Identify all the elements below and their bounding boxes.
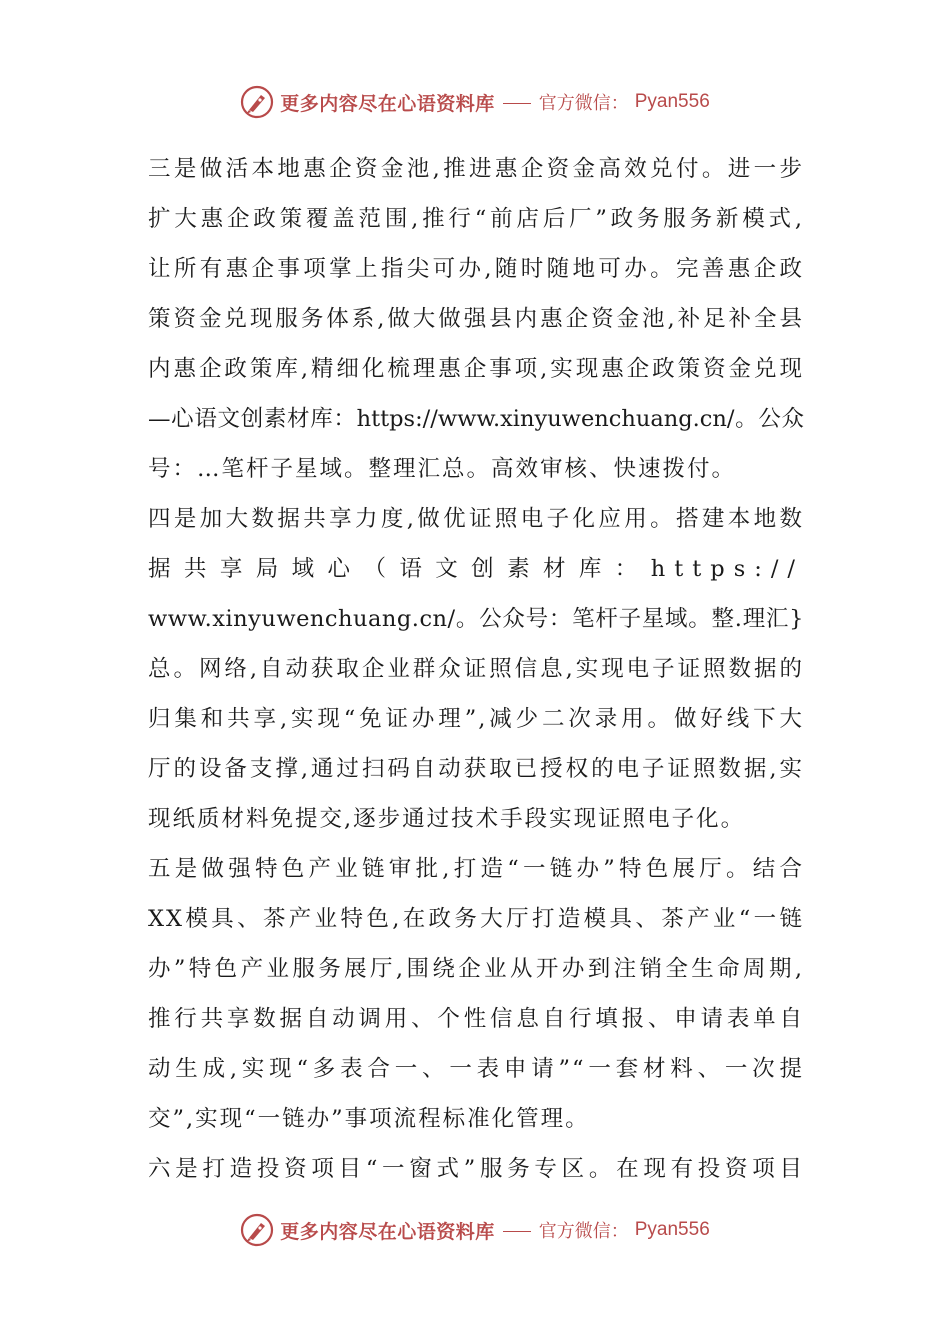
pen-nib-logo-icon (240, 85, 274, 119)
banner-main-text: 更多内容尽在心语资料库 (280, 1220, 495, 1243)
pen-nib-logo-icon (240, 1213, 274, 1247)
text-line: 动生成,实现“多表合一、一表申请”“一套材料、一次提 (148, 1056, 804, 1082)
text-line: 四是加大数据共享力度,做优证照电子化应用。搭建本地数 (148, 506, 804, 532)
banner-wechat-id: Pyan556 (634, 91, 710, 112)
text-line: www.xinyuwenchuang.cn/。公众号：笔杆子星域。整.理汇} (148, 606, 804, 632)
text-line: 六是打造投资项目“一窗式”服务专区。在现有投资项目 (148, 1156, 804, 1182)
footer-banner (0, 1208, 950, 1252)
text-line: 办”特色产业服务展厅,围绕企业从开办到注销全生命周期, (148, 956, 804, 982)
text-line: 归集和共享,实现“免证办理”,减少二次录用。做好线下大 (148, 706, 804, 732)
paragraph-4 (148, 1144, 804, 1194)
text-line: 交”,实现“一链办”事项流程标准化管理。 (148, 1106, 590, 1132)
text-line: 厅的设备支撑,通过扫码自动获取已授权的电子证照数据,实 (148, 756, 804, 782)
banner-main-text: 更多内容尽在心语资料库 (280, 92, 495, 115)
text-line: 总。网络,自动获取企业群众证照信息,实现电子证照数据的 (148, 656, 804, 682)
text-line: 扩大惠企政策覆盖范围,推行“前店后厂”政务服务新模式, (148, 206, 804, 232)
banner-sub-text: 官方微信： (538, 1221, 629, 1242)
document-body (148, 144, 804, 1194)
text-line: 据共享局域心（语文创素材库：https:// (148, 556, 804, 582)
paragraph-3 (148, 844, 804, 1144)
text-line: 让所有惠企事项掌上指尖可办,随时随地可办。完善惠企政 (148, 256, 804, 282)
banner-dash (503, 1231, 531, 1232)
text-line: XX模具、茶产业特色,在政务大厅打造模具、茶产业“一链 (148, 906, 804, 932)
paragraph-1 (148, 144, 804, 494)
banner-sub-text: 官方微信： (538, 93, 629, 114)
text-line: 推行共享数据自动调用、个性信息自行填报、申请表单自 (148, 1006, 804, 1032)
paragraph-2 (148, 494, 804, 844)
text-line: —心语文创素材库：https://www.xinyuwenchuang.cn/。公众 (148, 406, 804, 432)
header-banner (0, 80, 950, 124)
text-line: 策资金兑现服务体系,做大做强县内惠企资金池,补足补全县 (148, 306, 804, 332)
text-line: 内惠企政策库,精细化梳理惠企事项,实现惠企政策资金兑现 (148, 356, 804, 382)
banner-wechat-id: Pyan556 (634, 1219, 710, 1240)
text-line: 号：…笔杆子星域。整理汇总。高效审核、快速拨付。 (148, 456, 737, 482)
text-line: 现纸质材料免提交,逐步通过技术手段实现证照电子化。 (148, 806, 746, 832)
text-line: 三是做活本地惠企资金池,推进惠企资金高效兑付。进一步 (148, 156, 804, 182)
text-line: 五是做强特色产业链审批,打造“一链办”特色展厅。结合 (148, 856, 804, 882)
banner-dash (503, 103, 531, 104)
